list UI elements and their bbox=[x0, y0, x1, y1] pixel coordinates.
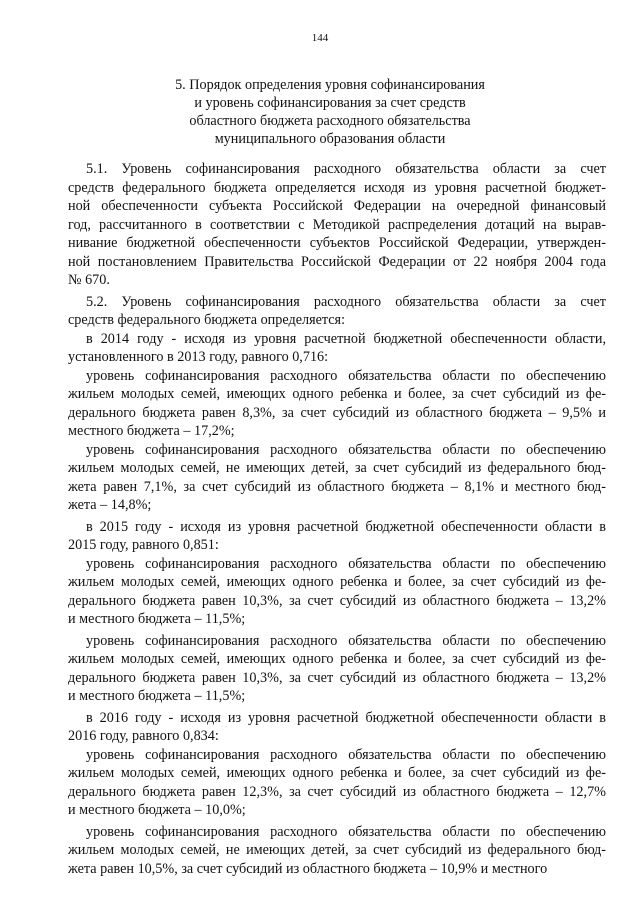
paragraph bbox=[68, 441, 606, 515]
text-line: местного бюджета – 17,2%; bbox=[68, 423, 235, 439]
text-line: жильем молодых семей, имеющих одного ребенка и более, за счет субсидий из фе- bbox=[68, 765, 606, 781]
paragraph bbox=[68, 518, 606, 555]
paragraph bbox=[68, 709, 606, 746]
text-line: дерального бюджета равен 8,3%, за счет субсидий из областного бюджета – 9,5% и bbox=[68, 404, 606, 421]
text-line: уровень софинансирования расходного обязательства области по обеспечению bbox=[86, 441, 606, 458]
text-line: уровень софинансирования расходного обязательства области по обеспечению bbox=[86, 555, 606, 572]
paragraph bbox=[68, 293, 606, 330]
text-line: и местного бюджета – 10,0%; bbox=[68, 802, 246, 818]
paragraph bbox=[68, 367, 606, 441]
text-line: 5.1. Уровень софинансирования расходного обязательства области за счет bbox=[86, 161, 606, 177]
text-line: 2016 году, равного 0,834: bbox=[68, 728, 219, 744]
text-line: уровень софинансирования расходного обязательства области по обеспечению bbox=[86, 632, 606, 649]
text-line: 5.2. Уровень софинансирования расходного обязательства области за счет bbox=[86, 293, 606, 310]
document-body bbox=[68, 160, 606, 878]
paragraph bbox=[68, 555, 606, 629]
text-line: жильем молодых семей, имеющих одного ребенка и более, за счет субсидий из фе- bbox=[68, 651, 606, 667]
text-line: № 670. bbox=[68, 272, 110, 288]
text-line: уровень софинансирования расходного обязательства области по обеспечению bbox=[86, 367, 606, 384]
text-line: жильем молодых семей, имеющих одного ребенка и более, за счет субсидий из фе- bbox=[68, 386, 606, 402]
text-line: установленного в 2013 году, равного 0,716: bbox=[68, 349, 329, 365]
text-line: дерального бюджета равен 10,3%, за счет субсидий из областного бюджета – 13,2% bbox=[68, 669, 606, 686]
text-line: год, рассчитанного в соответствии с Методикой распределения дотаций на вырав- bbox=[68, 216, 606, 233]
text-line: жильем молодых семей, не имеющих детей, за счет субсидий из федерального бюд- bbox=[68, 842, 606, 858]
text-line: в 2014 году - исходя из уровня расчетной бюджетной обеспеченности области, bbox=[86, 330, 606, 347]
text-line: уровень софинансирования расходного обязательства области по обеспечению bbox=[86, 823, 606, 840]
text-line: нивание бюджетной обеспеченности субъектов Российской Федерации, утвержден- bbox=[68, 235, 606, 251]
text-line: жета – 14,8%; bbox=[68, 497, 152, 513]
text-line: жета равен 7,1%, за счет субсидий из областного бюджета – 8,1% и местного бюд- bbox=[68, 478, 606, 495]
text-line: и местного бюджета – 11,5%; bbox=[68, 688, 246, 704]
text-line: средств федерального бюджета определяется: bbox=[68, 312, 346, 328]
text-line: в 2016 году - исходя из уровня расчетной бюджетной обеспеченности области в bbox=[86, 709, 606, 726]
text-line: дерального бюджета равен 10,3%, за счет субсидий из областного бюджета – 13,2% bbox=[68, 592, 606, 609]
paragraph bbox=[68, 632, 606, 706]
text-line: в 2015 году - исходя из уровня расчетной бюджетной обеспеченности области в bbox=[86, 518, 606, 535]
heading-line: муниципального образования области bbox=[214, 131, 446, 147]
text-line: дерального бюджета равен 12,3%, за счет субсидий из областного бюджета – 12,7% bbox=[68, 783, 606, 800]
text-line: средств федерального бюджета определяется исходя из уровня расчетной бюджет- bbox=[68, 179, 606, 196]
text-line: жильем молодых семей, не имеющих детей, за счет субсидий из федерального бюд- bbox=[68, 460, 606, 476]
paragraph bbox=[68, 823, 606, 879]
text-line: жета равен 10,5%, за счет субсидий из областного бюджета – 10,9% и местного bbox=[68, 860, 548, 877]
page-number: 144 bbox=[311, 32, 329, 44]
paragraph bbox=[68, 330, 606, 367]
section-heading bbox=[80, 76, 580, 148]
text-line: 2015 году, равного 0,851: bbox=[68, 537, 219, 553]
text-line: жильем молодых семей, имеющих одного ребенка и более, за счет субсидий из фе- bbox=[68, 574, 606, 590]
paragraph bbox=[68, 746, 606, 820]
heading-line: областного бюджета расходного обязательства bbox=[189, 113, 471, 129]
text-line: ной обеспеченности субъекта Российской Федерации на очередной финансовый bbox=[68, 198, 606, 214]
heading-line: и уровень софинансирования за счет средств bbox=[194, 95, 466, 111]
paragraph bbox=[68, 160, 606, 290]
text-line: ной постановлением Правительства Российской Федерации от 22 ноября 2004 года bbox=[68, 253, 606, 270]
text-line: уровень софинансирования расходного обязательства области по обеспечению bbox=[86, 746, 606, 763]
heading-line: 5. Порядок определения уровня софинансирования bbox=[175, 77, 485, 93]
text-line: и местного бюджета – 11,5%; bbox=[68, 611, 246, 627]
